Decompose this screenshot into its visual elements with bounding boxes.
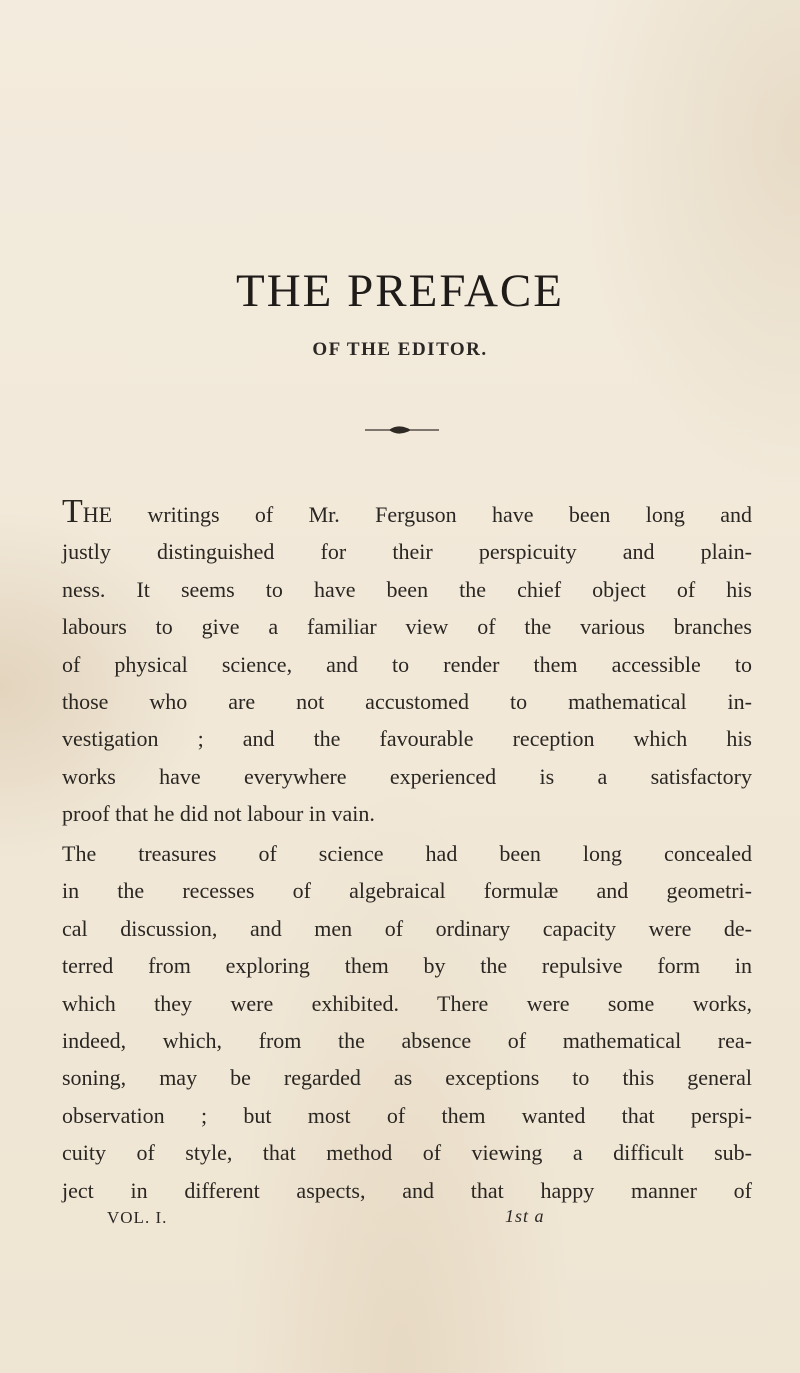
paragraph-line: works have everywhere experienced is a satisfactory: [62, 763, 752, 789]
paragraph-line: ness. It seems to have been the chief object of his: [62, 576, 752, 602]
paragraph-1: [62, 495, 752, 833]
dropcap-letter: T: [62, 493, 83, 530]
paragraph-line: proof that he did not labour in vain.: [62, 801, 375, 827]
paragraph-line: justly distinguished for their perspicuity and plain-: [62, 539, 752, 565]
paragraph-line: cal discussion, and men of ordinary capacity were de-: [62, 915, 752, 941]
paragraph-line: [62, 495, 752, 533]
page-subtitle: OF THE EDITOR.: [312, 339, 488, 360]
paragraph-line: in the recesses of algebraical formulæ and geometri-: [62, 878, 752, 904]
paragraph-line: of physical science, and to render them accessible to: [62, 651, 752, 677]
paragraph-line-text: writings of Mr. Ferguson have been long and: [112, 502, 752, 527]
paragraph-line: those who are not accustomed to mathematical in-: [62, 689, 752, 715]
dropcap-rest: HE: [82, 502, 113, 527]
paragraph-line: terred from exploring them by the repulsive form in: [62, 953, 752, 979]
paragraph-2: [62, 835, 752, 1209]
page-title: THE PREFACE: [236, 265, 564, 317]
signature-mark: 1st a: [505, 1206, 545, 1226]
paragraph-line: indeed, which, from the absence of mathematical rea-: [62, 1028, 752, 1054]
paragraph-line: soning, may be regarded as exceptions to this general: [62, 1065, 752, 1091]
paragraph-line: ject in different aspects, and that happy manner of: [62, 1177, 752, 1203]
paragraph-line: labours to give a familiar view of the various branches: [62, 614, 752, 640]
volume-label: VOL. I.: [107, 1208, 168, 1227]
ornament-divider: [363, 424, 441, 436]
paragraph-line: cuity of style, that method of viewing a difficult sub-: [62, 1140, 752, 1166]
paragraph-line: which they were exhibited. There were some works,: [62, 990, 752, 1016]
paragraph-line: The treasures of science had been long concealed: [62, 841, 752, 866]
paragraph-line: observation ; but most of them wanted that perspi-: [62, 1102, 752, 1128]
paragraph-line: vestigation ; and the favourable reception which his: [62, 726, 752, 752]
